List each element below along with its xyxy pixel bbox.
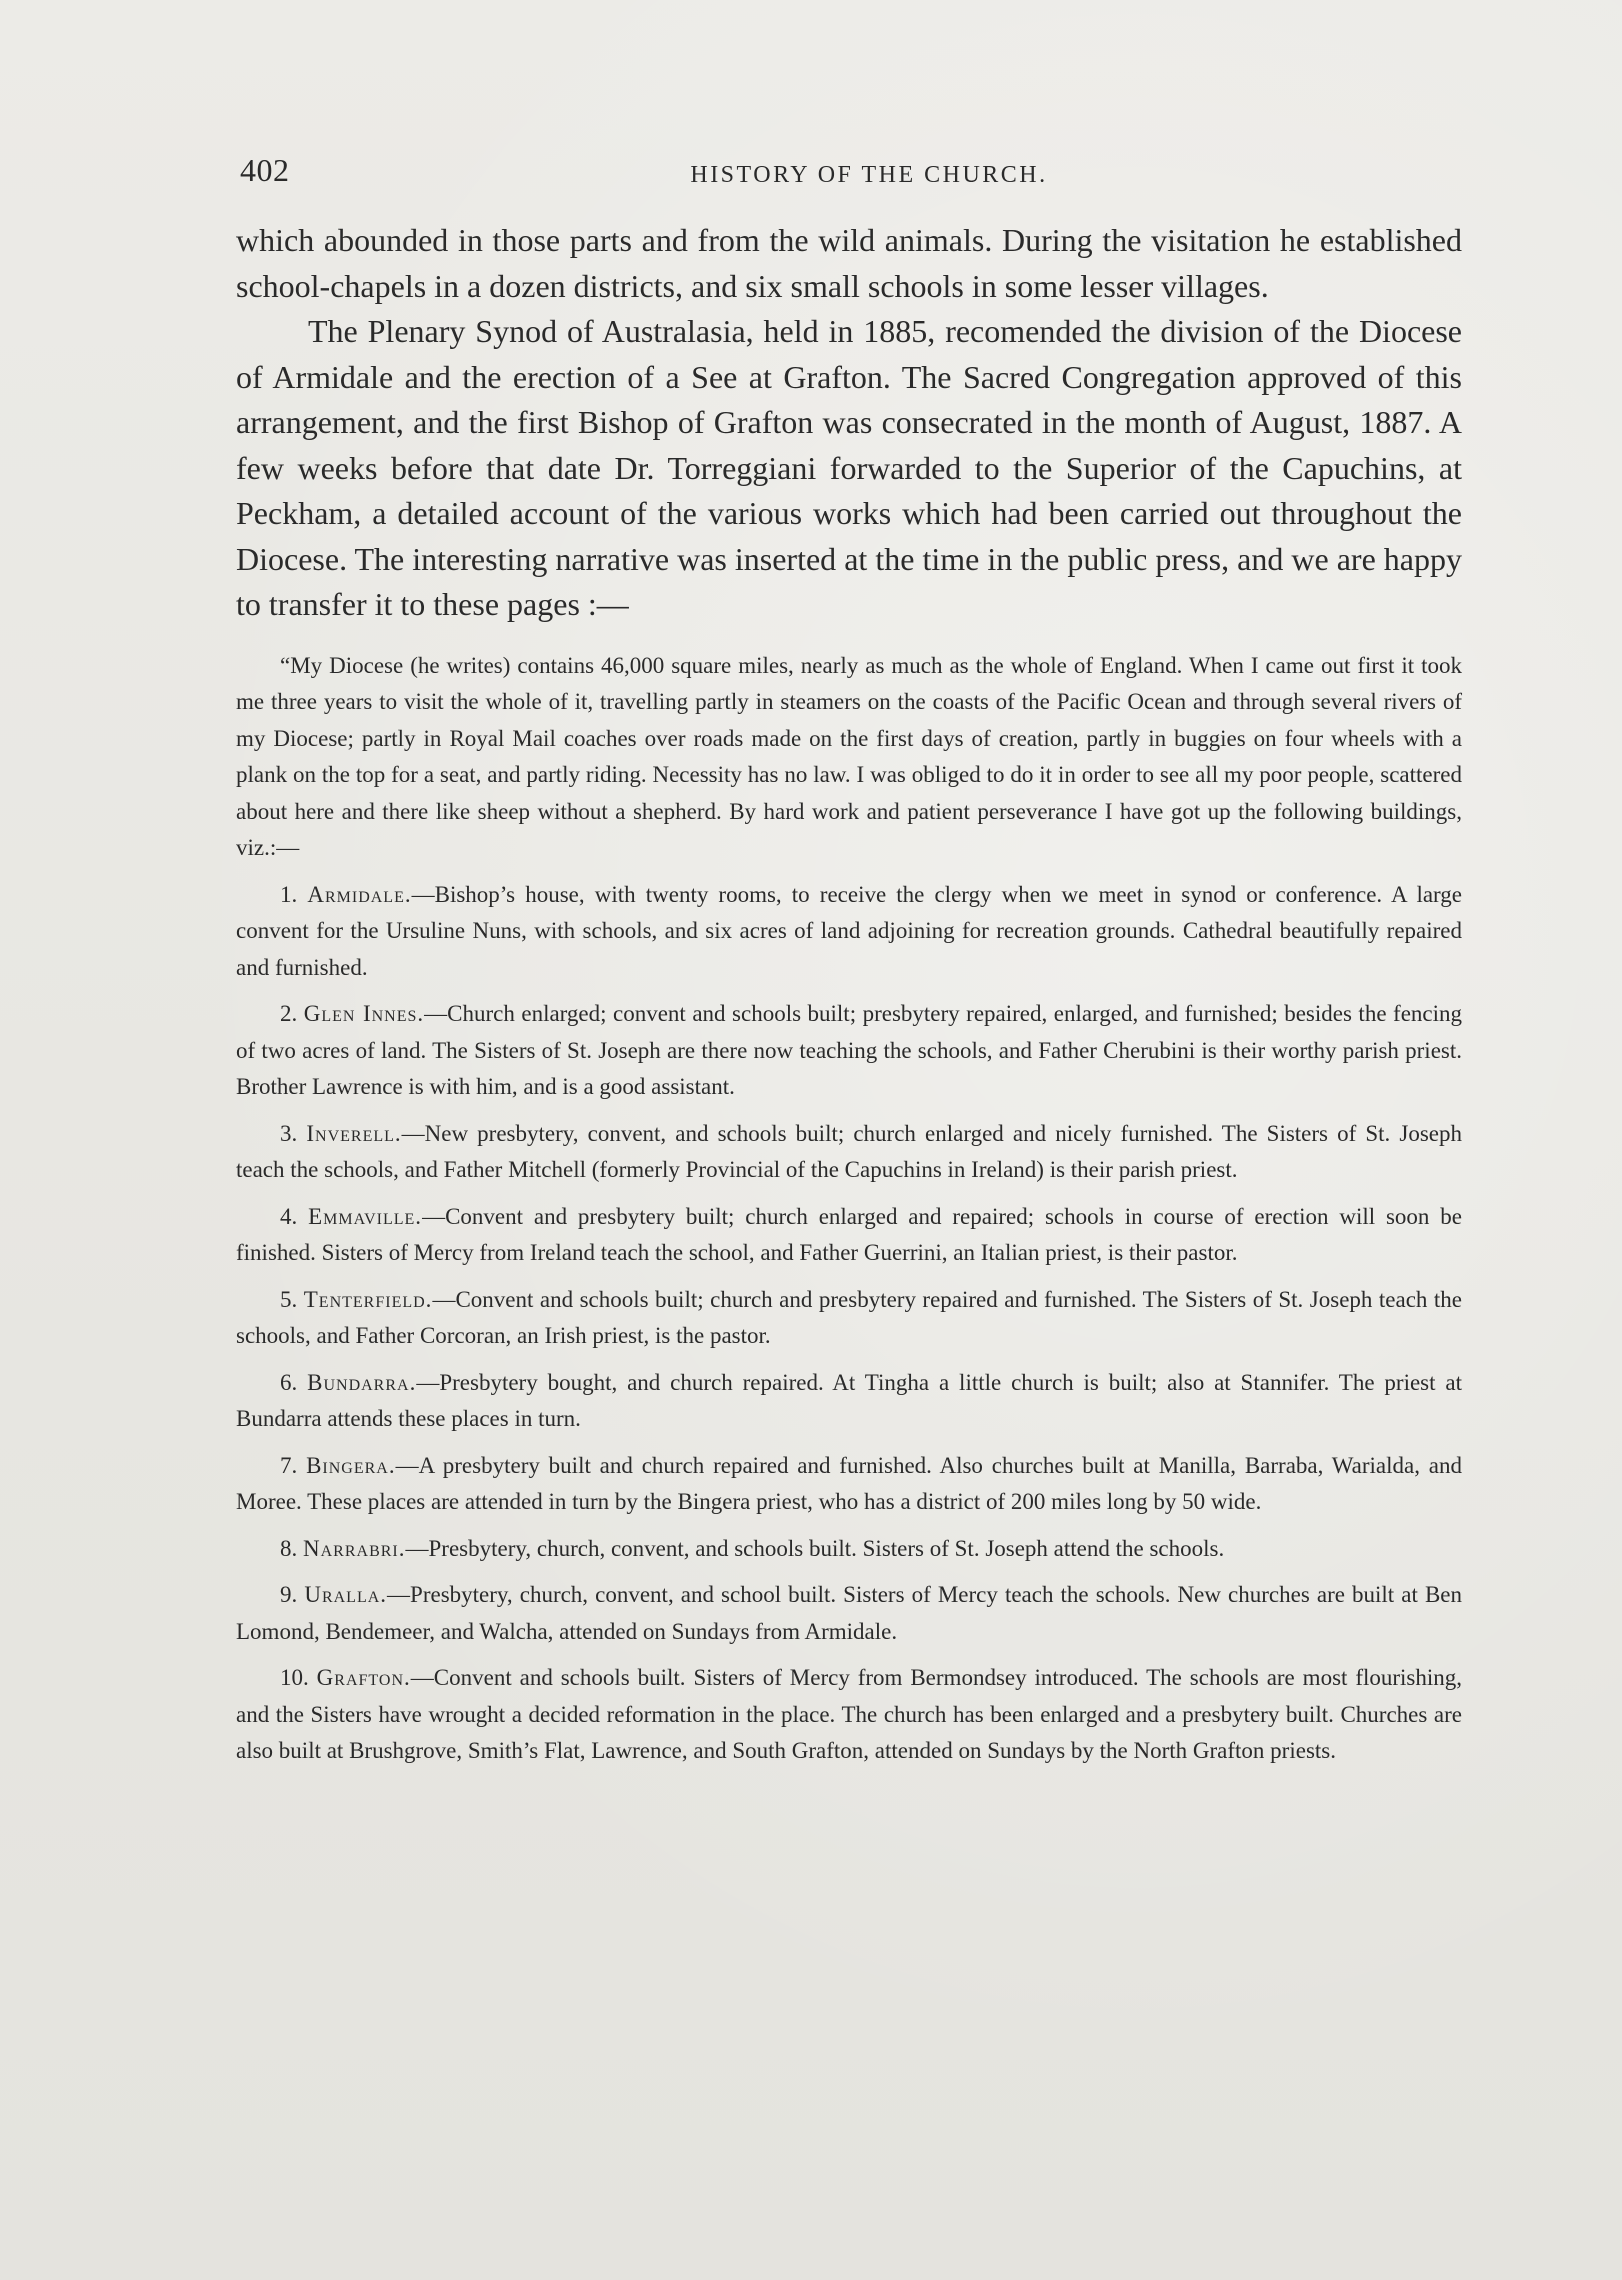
running-head <box>236 150 1462 200</box>
item-text: —New presbytery, convent, and schools built; church enlarged and nicely furnished. The Sisters of St. Joseph teach the schools, and Father Mitchell (formerly Provincial of the Capuchins in Ireland) is their parish priest. <box>236 1120 1462 1182</box>
item-text: —Convent and schools built. Sisters of Mercy from Bermondsey introduced. The schools are most flourishing, and the Sisters have wrought a decided reformation in the place. The church has been enlarged and a presbytery built. Churches are also built at Brushgrove, Smith’s Flat, Lawrence, and South Grafton, attended on Sundays by the North Grafton priests. <box>236 1665 1463 1763</box>
item-number: 1. <box>280 881 298 907</box>
body-text <box>236 218 1462 628</box>
body-paragraph-1: which abounded in those parts and from the wild animals. During the visitation he established school-chapels in a dozen districts, and six small schools in some lesser villages. <box>236 222 1462 304</box>
list-item <box>236 996 1462 1106</box>
item-number: 8. <box>280 1535 298 1561</box>
list-item <box>236 1199 1462 1272</box>
item-text: —Convent and schools built; church and presbytery repaired and furnished. The Sisters of St. Joseph teach the schools, and Father Corcoran, an Irish priest, is the pastor. <box>236 1286 1463 1348</box>
item-number: 6. <box>280 1369 298 1395</box>
place-name: Glen Innes. <box>303 1001 425 1026</box>
place-name: Bingera. <box>306 1452 396 1478</box>
item-number: 3. <box>280 1120 298 1146</box>
quote-intro-paragraph: “My Diocese (he writes) contains 46,000 square miles, nearly as much as the whole of England. When I came out first it took me three years to visit the whole of it, travelling partly in steamers on the coasts of the Pacific Ocean and through several rivers of my Diocese; partly in Royal Mail coaches over roads made on the first days of creation, partly in buggies on four wheels with a plank on the top for a seat, and partly riding. Necessity has no law. I was obliged to do it in order to see all my poor people, scattered about here and there like sheep without a shepherd. By hard work and patient perseverance I have got up the following buildings, viz.:— <box>236 652 1462 860</box>
place-name: Uralla. <box>304 1582 388 1607</box>
list-item <box>236 1116 1462 1189</box>
item-text: —Bishop’s house, with twenty rooms, to receive the clergy when we meet in synod or conference. A large convent for the Ursuline Nuns, with schools, and six acres of land adjoining for recreation grounds. Cathedral beautifully repaired and furnished. <box>236 881 1462 980</box>
list-item <box>236 1660 1462 1770</box>
place-name: Emmaville. <box>308 1203 423 1229</box>
item-number: 9. <box>280 1582 298 1607</box>
list-item <box>236 1365 1462 1438</box>
item-text: —Convent and presbytery built; church enlarged and repaired; schools in course of erection will soon be finished. Sisters of Mercy from Ireland teach the school, and Father Guerrini, an Italian priest, is their pastor. <box>236 1203 1462 1265</box>
item-text: —Church enlarged; convent and schools built; presbytery repaired, enlarged, and furnished; besides the fencing of two acres of land. The Sisters of St. Joseph are there now teaching the schools, and Father Cherubini is their worthy parish priest. Brother Lawrence is with him, and is a good assistant. <box>236 1001 1462 1099</box>
item-number: 2. <box>280 1001 298 1026</box>
place-name: Bundarra. <box>307 1369 417 1395</box>
running-title: HISTORY OF THE CHURCH. <box>690 162 1048 188</box>
list-item <box>236 1282 1462 1355</box>
item-number: 4. <box>280 1203 298 1229</box>
item-number: 7. <box>280 1452 298 1478</box>
body-paragraph-2: The Plenary Synod of Australasia, held in 1885, recomended the division of the Diocese of Armidale and the erection of a See at Grafton. The Sacred Congregation approved of this arrangement, and the first Bishop of Grafton was consecrated in the month of August, 1887. A few weeks before that date Dr. Torreggiani forwarded to the Superior of the Capuchins, at Peckham, a detailed account of the various works which had been carried out throughout the Diocese. The interesting narrative was inserted at the time in the public press, and we are happy to transfer it to these pages :— <box>236 313 1462 622</box>
list-item <box>236 1577 1462 1650</box>
page-number: 402 <box>240 152 290 188</box>
place-name: Inverell. <box>306 1120 402 1146</box>
item-number: 5. <box>280 1286 298 1312</box>
place-name: Armidale. <box>307 881 412 907</box>
item-text: —A presbytery built and church repaired and furnished. Also churches built at Manilla, Barraba, Warialda, and Moree. These places are attended in turn by the Bingera priest, who has a district of 200 miles long by 50 wide. <box>236 1452 1463 1514</box>
list-item <box>236 1531 1462 1568</box>
place-name: Grafton. <box>316 1665 411 1690</box>
list-item <box>236 877 1462 987</box>
quoted-letter <box>236 648 1462 1770</box>
place-name: Tenterfield. <box>303 1286 433 1312</box>
list-item <box>236 1448 1462 1521</box>
item-number: 10. <box>280 1665 309 1690</box>
item-text: —Presbytery bought, and church repaired. At Tingha a little church is built; also at Stannifer. The priest at Bundarra attends these places in turn. <box>236 1369 1462 1431</box>
item-text: —Presbytery, church, convent, and schools built. Sisters of St. Joseph attend the schools. <box>405 1535 1225 1561</box>
place-name: Narrabri. <box>303 1535 406 1561</box>
item-text: —Presbytery, church, convent, and school built. Sisters of Mercy teach the schools. New churches are built at Ben Lomond, Bendemeer, and Walcha, attended on Sundays from Armidale. <box>236 1582 1462 1644</box>
